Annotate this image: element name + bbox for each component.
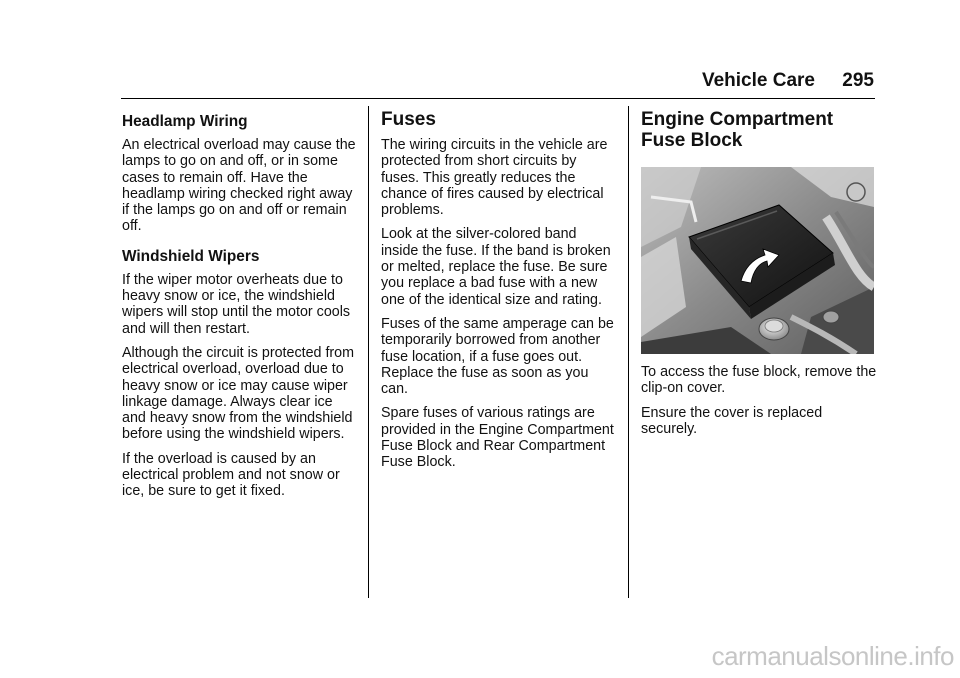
wipers-text-1: If the wiper motor overheats due to heavy snow or ice, the windshield wipers will stop until the motor cools and will then restart.	[122, 271, 351, 337]
fuses-text-1: The wiring circuits in the vehicle are protected from short circuits by fuses. This greatly reduces the chance of fires caused by electrical problems.	[381, 137, 608, 219]
header-rule	[121, 98, 875, 99]
page-number: 295	[842, 70, 874, 91]
engine-fuse-text-2: Ensure the cover is replaced securely.	[641, 404, 823, 437]
wipers-text-3: If the overload is caused by an electrical problem and not snow or ice, be sure to get it fixed.	[122, 450, 340, 500]
heading-line-1: Engine Compartment	[641, 109, 834, 130]
column-engine-fuse-block	[641, 108, 877, 445]
fuses-text-3: Fuses of the same amperage can be temporarily borrowed from another fuse location, if a fuse goes out. Replace the fuse as soon as you can.	[381, 315, 614, 398]
fuses-text-2: Look at the silver-colored band inside the fuse. If the band is broken or melted, replace the fuse. Be sure you replace a bad fuse with a new one of the identical size and rating.	[381, 226, 611, 308]
column-fuses	[381, 108, 617, 479]
column-divider-2	[628, 106, 629, 598]
fuses-heading: Fuses	[381, 109, 436, 130]
fuses-text-4: Spare fuses of various ratings are provided in the Engine Compartment Fuse Block and Rear Compartment Fuse Block.	[381, 405, 614, 471]
headlamp-wiring-text: An electrical overload may cause the lamps to go on and off, or in some cases to remain off. Have the headlamp wiring checked right away if the lamps go on and off or remain off.	[122, 137, 356, 235]
windshield-wipers-heading: Windshield Wipers	[122, 247, 260, 265]
fuse-block-cover-photo	[641, 167, 874, 354]
column-headlamp-wipers	[122, 108, 358, 508]
section-title: Vehicle Care	[701, 70, 816, 91]
column-divider-1	[368, 106, 369, 598]
heading-line-2: Fuse Block	[641, 130, 743, 151]
engine-fuse-text-1: To access the fuse block, remove the clip-on cover.	[641, 364, 877, 397]
engine-fuse-block-heading	[641, 109, 877, 151]
site-watermark: carmanualsonline.info	[711, 641, 954, 671]
headlamp-wiring-heading: Headlamp Wiring	[122, 113, 248, 130]
page-header	[702, 70, 874, 92]
wipers-text-2: Although the circuit is protected from electrical overload, overload due to heavy snow or ice may cause wiper linkage damage. Always clear ice and heavy snow from the windshield before using the windshield wipers.	[122, 344, 355, 443]
